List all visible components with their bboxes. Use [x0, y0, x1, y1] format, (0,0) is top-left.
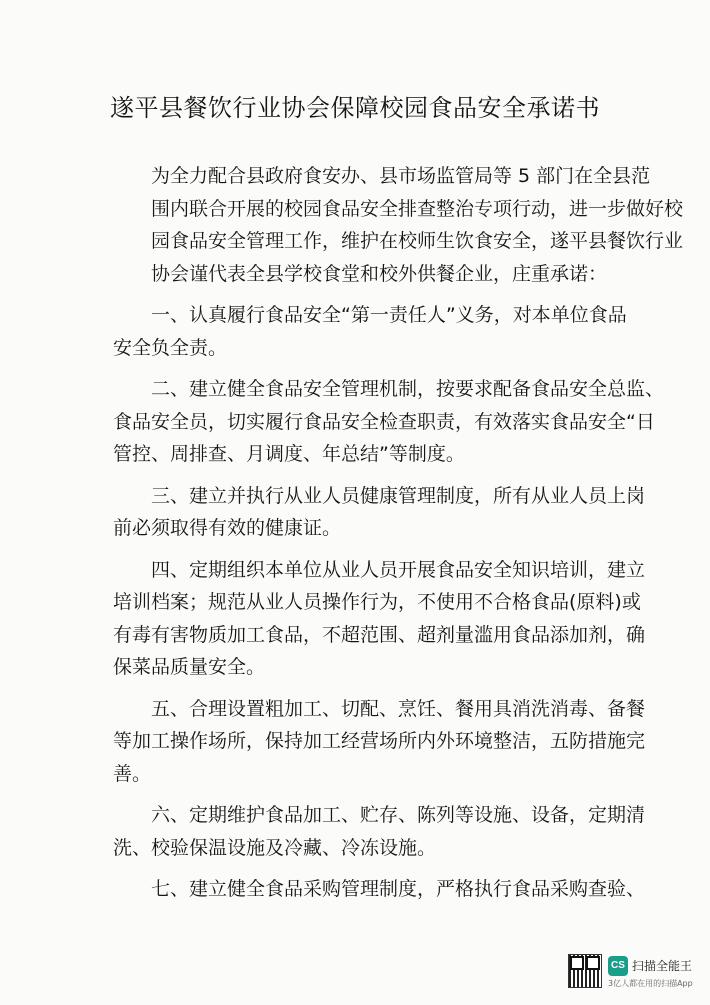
paragraph-item-6 — [113, 799, 646, 864]
text-line: 一、认真履行食品安全“第一责任人”义务，对本单位食品 — [151, 304, 627, 326]
text-line: 围内联合开展的校园食品安全排查整治专项行动，进一步做好校 — [151, 197, 684, 220]
text-line: 安全负全责。 — [113, 336, 228, 359]
text-line: 四、定期组织本单位从业人员开展食品安全知识培训，建立 — [151, 558, 646, 581]
camscanner-logo-icon: CS — [608, 956, 628, 976]
text-line: 六、定期维护食品加工、贮存、陈列等设施、设备，定期清 — [151, 804, 646, 826]
scanner-watermark — [568, 952, 708, 1002]
text-line: 培训档案；规范从业人员操作行为，不使用不合格食品(原料)或 — [113, 591, 641, 613]
paragraph-item-5 — [113, 693, 646, 791]
paragraph-item-1 — [113, 299, 643, 364]
text-line: 管控、周排查、月调度、年总结”等制度。 — [113, 443, 465, 465]
text-line: 善。 — [113, 762, 152, 785]
text-line: 三、建立并执行从业人员健康管理制度，所有从业人员上岗 — [151, 484, 646, 507]
qr-code-icon — [568, 954, 602, 988]
text-line: 五、合理设置粗加工、切配、烹饪、餐用具消洗消毒、备餐 — [151, 697, 646, 720]
paragraph-item-4 — [113, 554, 646, 684]
text-line: 前必须取得有效的健康证。 — [113, 517, 342, 539]
text-line: 保菜品质量安全。 — [113, 656, 266, 678]
text-line: 有毒有害物质加工食品，不超范围、超剂量滥用食品添加剂，确 — [113, 623, 646, 646]
text-line: 七、建立健全食品采购管理制度，严格执行食品采购查验、 — [151, 878, 646, 900]
document-title: 遂平县餐饮行业协会保障校园食品安全承诺书 — [110, 94, 600, 122]
text-line: 洗、校验保温设施及冷藏、冷冻设施。 — [113, 836, 437, 859]
paragraph-item-3 — [113, 480, 646, 545]
text-line: 食品安全员，切实履行食品安全检查职责，有效落实食品安全“日 — [113, 410, 655, 433]
text-line: 协会谨代表全县学校食堂和校外供餐企业，庄重承诺： — [151, 262, 608, 285]
document-body — [113, 160, 684, 915]
text-line: 为全力配合县政府食安办、县市场监管局等 5 部门在全县范 — [151, 165, 651, 187]
paragraph-intro — [113, 160, 684, 290]
scanner-app-name: 扫描全能王 — [632, 959, 693, 973]
scanner-tagline: 3亿人都在用的扫描App — [608, 979, 693, 988]
paragraph-item-2 — [113, 373, 665, 471]
text-line: 二、建立健全食品安全管理机制，按要求配备食品安全总监、 — [151, 378, 665, 400]
paragraph-item-7 — [113, 873, 646, 906]
text-line: 等加工操作场所，保持加工经营场所内外环境整洁，五防措施完 — [113, 730, 646, 752]
text-line: 园食品安全管理工作，维护在校师生饮食安全，遂平县餐饮行业 — [151, 230, 684, 252]
